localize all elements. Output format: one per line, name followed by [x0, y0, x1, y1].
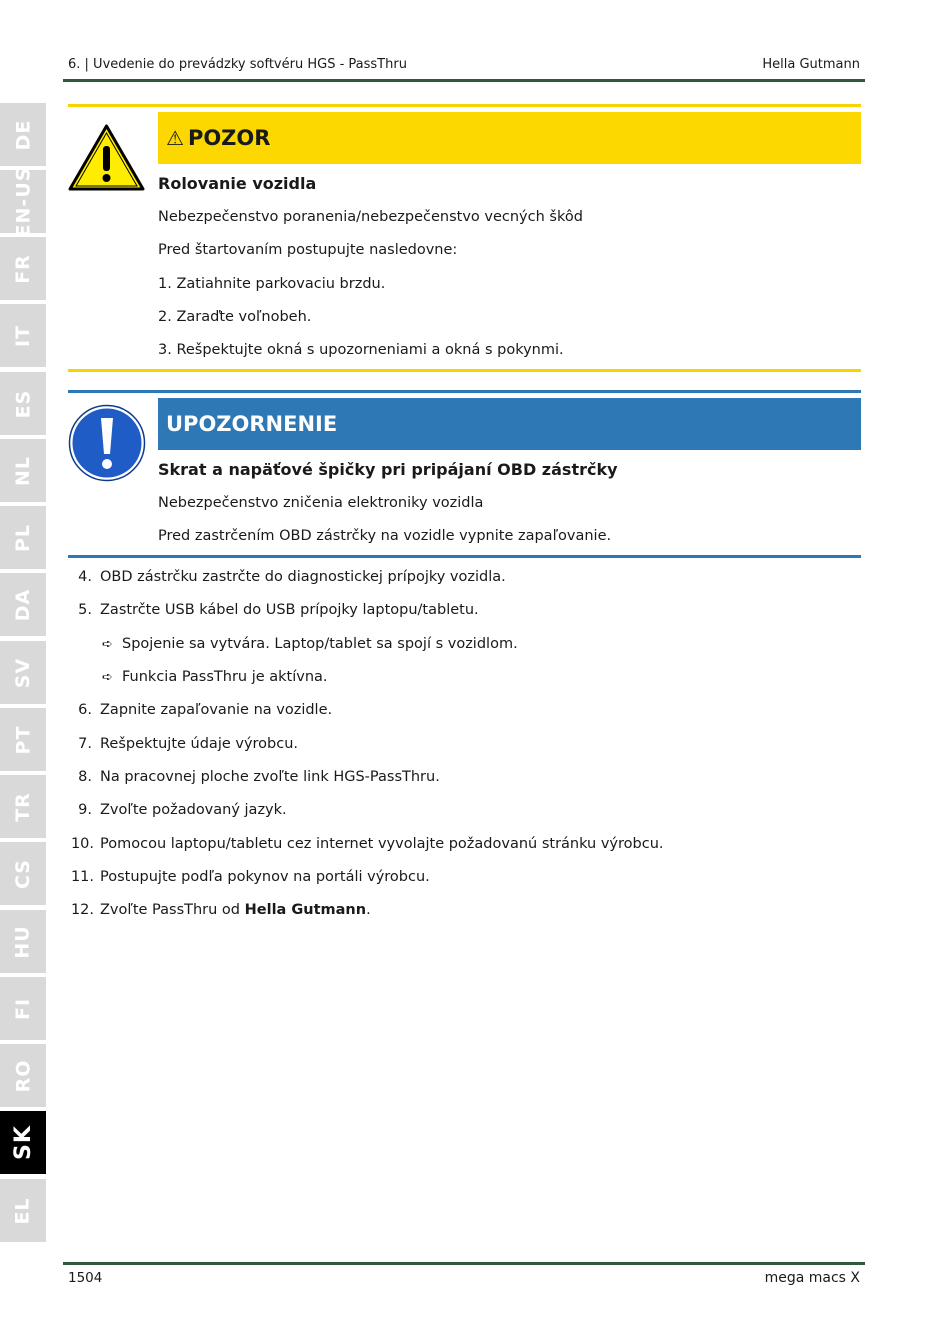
language-tab-sk[interactable]: SK	[0, 1111, 46, 1174]
header-brand: Hella Gutmann	[762, 57, 860, 72]
step-text: Rešpektujte údaje výrobcu.	[100, 736, 299, 752]
language-tab-da[interactable]: DA	[0, 573, 46, 636]
step-text: Zapnite zapaľovanie na vozidle.	[100, 702, 333, 718]
header-rule	[63, 79, 865, 82]
language-tab-pl[interactable]: PL	[0, 506, 46, 569]
step-number: 8.	[78, 769, 92, 785]
warning-small-icon: ⚠	[166, 126, 184, 150]
language-tab-pt[interactable]: PT	[0, 708, 46, 771]
language-tab-el[interactable]: EL	[0, 1179, 46, 1242]
warning-line: 1. Zatiahnite parkovaciu brzdu.	[158, 276, 386, 292]
step-number: 10.	[70, 836, 94, 852]
result-arrow-icon: ➪	[102, 670, 113, 685]
warning-triangle-icon	[68, 124, 145, 191]
warning-line: 3. Rešpektujte okná s upozorneniami a okná s pokynmi.	[158, 342, 564, 358]
language-tab-hu[interactable]: HU	[0, 910, 46, 973]
warning-title: POZOR	[187, 126, 271, 150]
notice-bottom-rule	[68, 555, 861, 558]
step-number: 7.	[78, 736, 92, 752]
warning-top-rule	[68, 104, 861, 107]
language-tab-ro[interactable]: RO	[0, 1044, 46, 1107]
warning-line: Nebezpečenstvo poranenia/nebezpečenstvo vecných škôd	[158, 209, 583, 225]
language-tab-es[interactable]: ES	[0, 372, 46, 435]
notice-line: Nebezpečenstvo zničenia elektroniky vozidla	[158, 495, 484, 511]
step-number: 6.	[78, 702, 92, 718]
language-tab-fr[interactable]: FR	[0, 237, 46, 300]
language-tab-it[interactable]: IT	[0, 304, 46, 367]
step-number: 11.	[70, 869, 94, 885]
language-tab-nl[interactable]: NL	[0, 439, 46, 502]
warning-heading: Rolovanie vozidla	[158, 174, 317, 193]
page-number: 1504	[68, 1270, 103, 1286]
notice-top-rule	[68, 390, 861, 393]
step-text: Pomocou laptopu/tabletu cez internet vyvolajte požadovanú stránku výrobcu.	[100, 836, 664, 852]
notice-heading: Skrat a napäťové špičky pri pripájaní OBD zástrčky	[158, 460, 618, 479]
step-text: Zvoľte požadovaný jazyk.	[100, 802, 287, 818]
language-tab-tr[interactable]: TR	[0, 775, 46, 838]
language-tab-fi[interactable]: FI	[0, 977, 46, 1040]
notice-banner	[158, 398, 861, 450]
notice-line: Pred zastrčením OBD zástrčky na vozidle vypnite zapaľovanie.	[158, 528, 612, 544]
language-tab-de[interactable]: DE	[0, 103, 46, 166]
language-tab-cs[interactable]: CS	[0, 842, 46, 905]
step-result: Funkcia PassThru je aktívna.	[122, 669, 328, 685]
step-text: Zvoľte PassThru od Hella Gutmann.	[100, 902, 371, 918]
step-result: Spojenie sa vytvára. Laptop/tablet sa spojí s vozidlom.	[122, 636, 518, 652]
warning-banner	[158, 112, 861, 164]
product-name: mega macs X	[764, 1270, 860, 1286]
warning-line: Pred štartovaním postupujte nasledovne:	[158, 242, 458, 258]
step-number: 4.	[78, 569, 92, 585]
step-text: Zastrčte USB kábel do USB prípojky laptopu/tabletu.	[100, 602, 479, 618]
notice-title: UPOZORNENIE	[166, 412, 338, 436]
notice-exclamation-icon	[68, 404, 146, 482]
step-number: 5.	[78, 602, 92, 618]
language-tab-sv[interactable]: SV	[0, 641, 46, 704]
step-text: Postupujte podľa pokynov na portáli výrobcu.	[100, 869, 430, 885]
warning-bottom-rule	[68, 369, 861, 372]
step-text: Na pracovnej ploche zvoľte link HGS-PassThru.	[100, 769, 440, 785]
result-arrow-icon: ➪	[102, 637, 113, 652]
footer-rule	[63, 1262, 865, 1265]
warning-line: 2. Zaraďte voľnobeh.	[158, 309, 312, 325]
header-section-title: 6. | Uvedenie do prevádzky softvéru HGS - PassThru	[68, 57, 407, 72]
step-text: OBD zástrčku zastrčte do diagnostickej prípojky vozidla.	[100, 569, 506, 585]
step-number: 12.	[70, 902, 94, 918]
step-number: 9.	[78, 802, 92, 818]
language-tab-en-us[interactable]: EN-US	[0, 170, 46, 233]
brand-name-bold: Hella Gutmann	[244, 902, 367, 918]
